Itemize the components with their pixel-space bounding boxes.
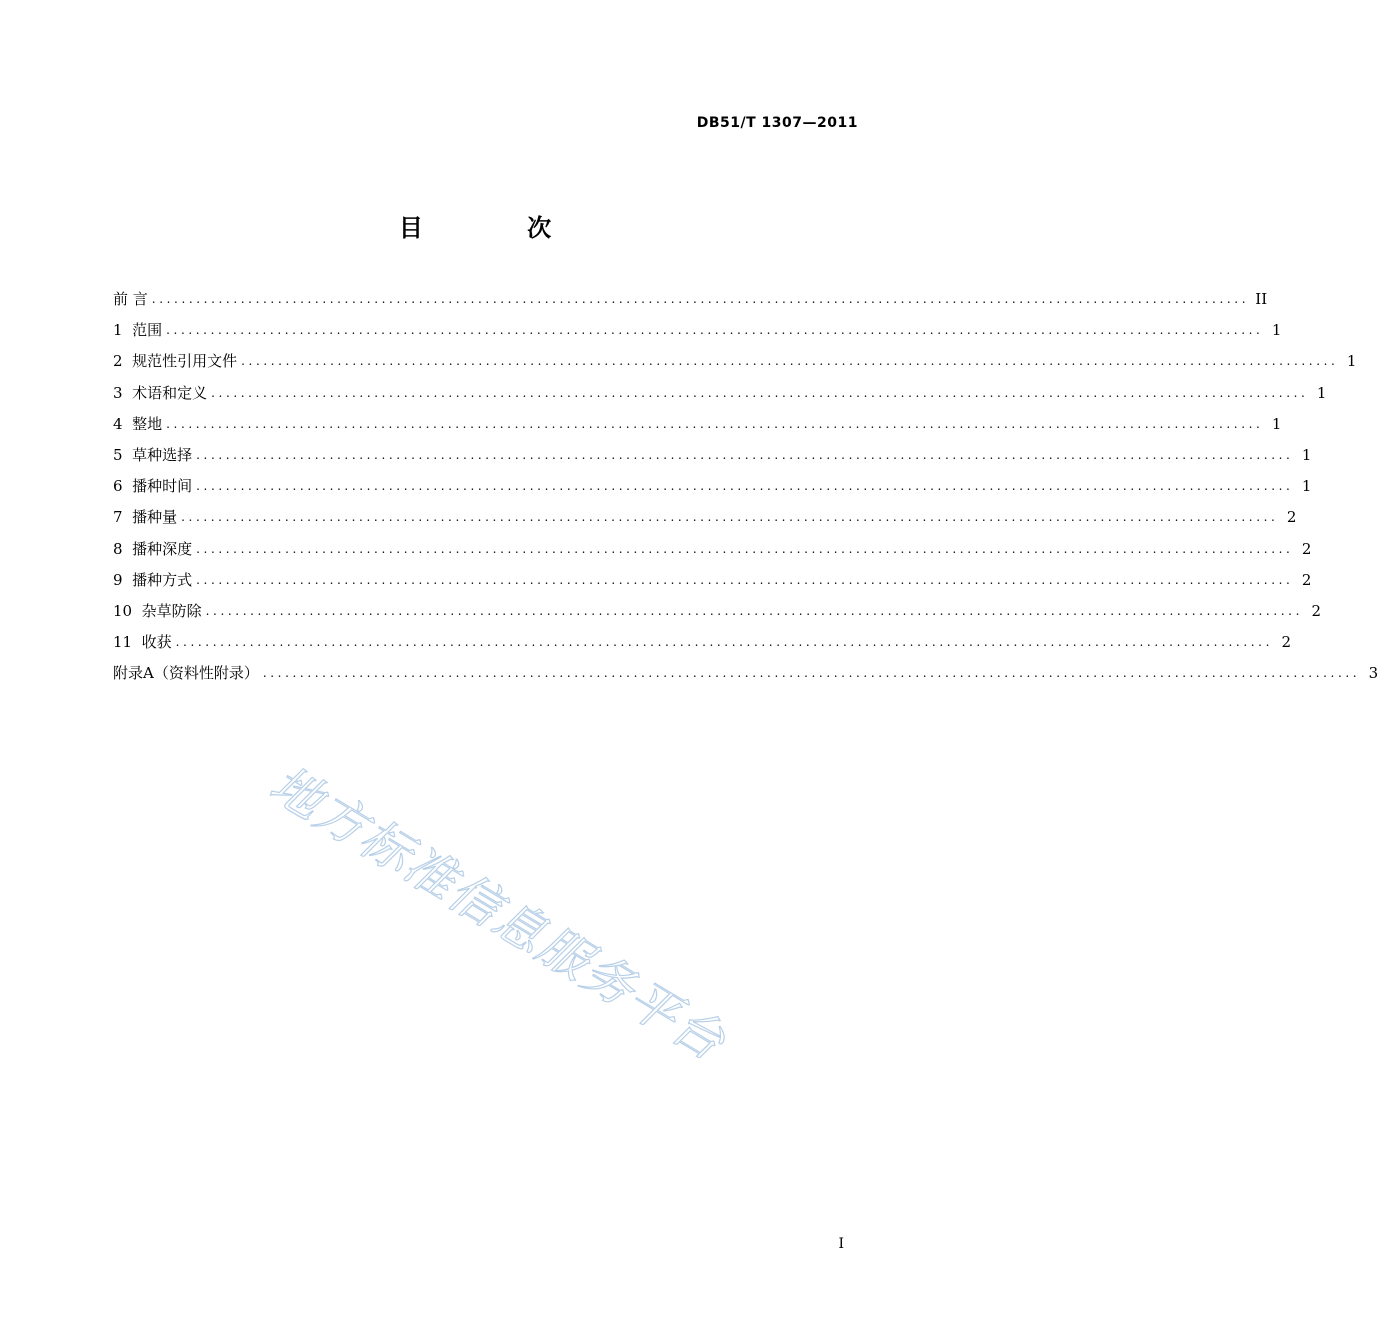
toc-entry[interactable] <box>113 658 1378 689</box>
page-number: I <box>838 1236 844 1252</box>
toc-entry-label: 播种方式 <box>132 570 193 589</box>
toc-entry-number: 7 <box>113 508 133 527</box>
toc-entry-number: 5 <box>113 445 133 464</box>
toc-entry-page: II <box>1255 290 1268 308</box>
toc-entry-label: 前 言 <box>113 290 148 308</box>
toc-entry-page: 2 <box>1311 601 1321 620</box>
toc-entry-page: 1 <box>1271 321 1282 340</box>
toc-entry-number: 8 <box>113 539 133 558</box>
toc-entry-label: 整地 <box>132 414 163 433</box>
toc-entry[interactable] <box>113 502 1297 533</box>
toc-entry-number: 3 <box>113 383 133 402</box>
toc-leader-dots: .................................................................................................................................................... <box>175 635 1273 650</box>
toc-leader-dots: .................................................................................................................................................... <box>151 292 1250 306</box>
document-code: DB51/T 1307—2011 <box>696 115 858 131</box>
toc-entry-page: 2 <box>1281 633 1291 652</box>
toc-leader-dots: .................................................................................................................................................... <box>196 541 1294 556</box>
toc-leader-dots: .................................................................................................................................................... <box>196 447 1294 462</box>
toc-entry[interactable] <box>113 627 1291 658</box>
toc-leader-dots: .................................................................................................................................................... <box>166 416 1264 431</box>
toc-entry-label: 播种深度 <box>132 539 193 558</box>
toc-entry-label: 规范性引用文件 <box>132 352 238 371</box>
toc-entry-page: 2 <box>1301 539 1312 558</box>
toc-leader-dots: .................................................................................................................................................... <box>205 603 1303 618</box>
toc-entry[interactable] <box>113 440 1312 471</box>
toc-entry-page: 1 <box>1301 445 1312 464</box>
toc-entry[interactable] <box>113 534 1312 565</box>
toc-entry-label: 草种选择 <box>132 445 193 464</box>
toc-entry-page: 2 <box>1301 570 1312 589</box>
page-title: 目 次 <box>398 214 600 242</box>
toc-leader-dots: .................................................................................................................................................... <box>241 354 1339 369</box>
toc-entry[interactable] <box>113 471 1312 502</box>
toc-leader-dots: .................................................................................................................................................... <box>196 479 1294 494</box>
toc-entry-label: 范围 <box>132 321 163 340</box>
toc-entry[interactable] <box>113 315 1282 346</box>
toc-entry-label: 播种时间 <box>132 477 193 496</box>
toc-leader-dots: .................................................................................................................................................... <box>262 666 1361 681</box>
toc-leader-dots: .................................................................................................................................................... <box>211 385 1309 400</box>
toc-entry[interactable] <box>113 596 1321 627</box>
toc-entry[interactable] <box>113 378 1327 409</box>
toc-entry-number: 2 <box>113 352 133 371</box>
toc-entry-number: 10 <box>113 601 142 620</box>
toc-entry-number: 6 <box>113 477 133 496</box>
watermark: 地方标准信息服务平台 <box>260 754 736 1073</box>
toc-entry-page: 1 <box>1346 352 1357 371</box>
toc-entry-label: 术语和定义 <box>132 383 208 402</box>
toc-entry-page: 1 <box>1271 414 1282 433</box>
toc-entry-page: 3 <box>1368 664 1378 683</box>
toc-leader-dots: .................................................................................................................................................... <box>196 572 1294 587</box>
toc-entry-label: 杂草防除 <box>141 601 202 620</box>
toc-entry-page: 1 <box>1316 383 1327 402</box>
toc-entry-number: 11 <box>113 633 142 652</box>
toc-entry[interactable] <box>113 284 1268 315</box>
toc-leader-dots: .................................................................................................................................................... <box>181 510 1279 525</box>
toc-entry-page: 1 <box>1301 477 1312 496</box>
toc-entry-label: 收获 <box>141 633 172 652</box>
toc-entry-number: 4 <box>113 414 133 433</box>
toc-leader-dots: .................................................................................................................................................... <box>166 323 1264 338</box>
toc-entry[interactable] <box>113 346 1357 377</box>
toc-entry-label: 附录A（资料性附录） <box>113 664 259 683</box>
toc-entry[interactable] <box>113 409 1282 440</box>
table-of-contents <box>113 284 1378 689</box>
toc-entry-label: 播种量 <box>132 508 178 527</box>
toc-entry-number: 9 <box>113 570 133 589</box>
toc-entry[interactable] <box>113 565 1312 596</box>
toc-entry-number: 1 <box>113 321 133 340</box>
toc-entry-page: 2 <box>1286 508 1297 527</box>
